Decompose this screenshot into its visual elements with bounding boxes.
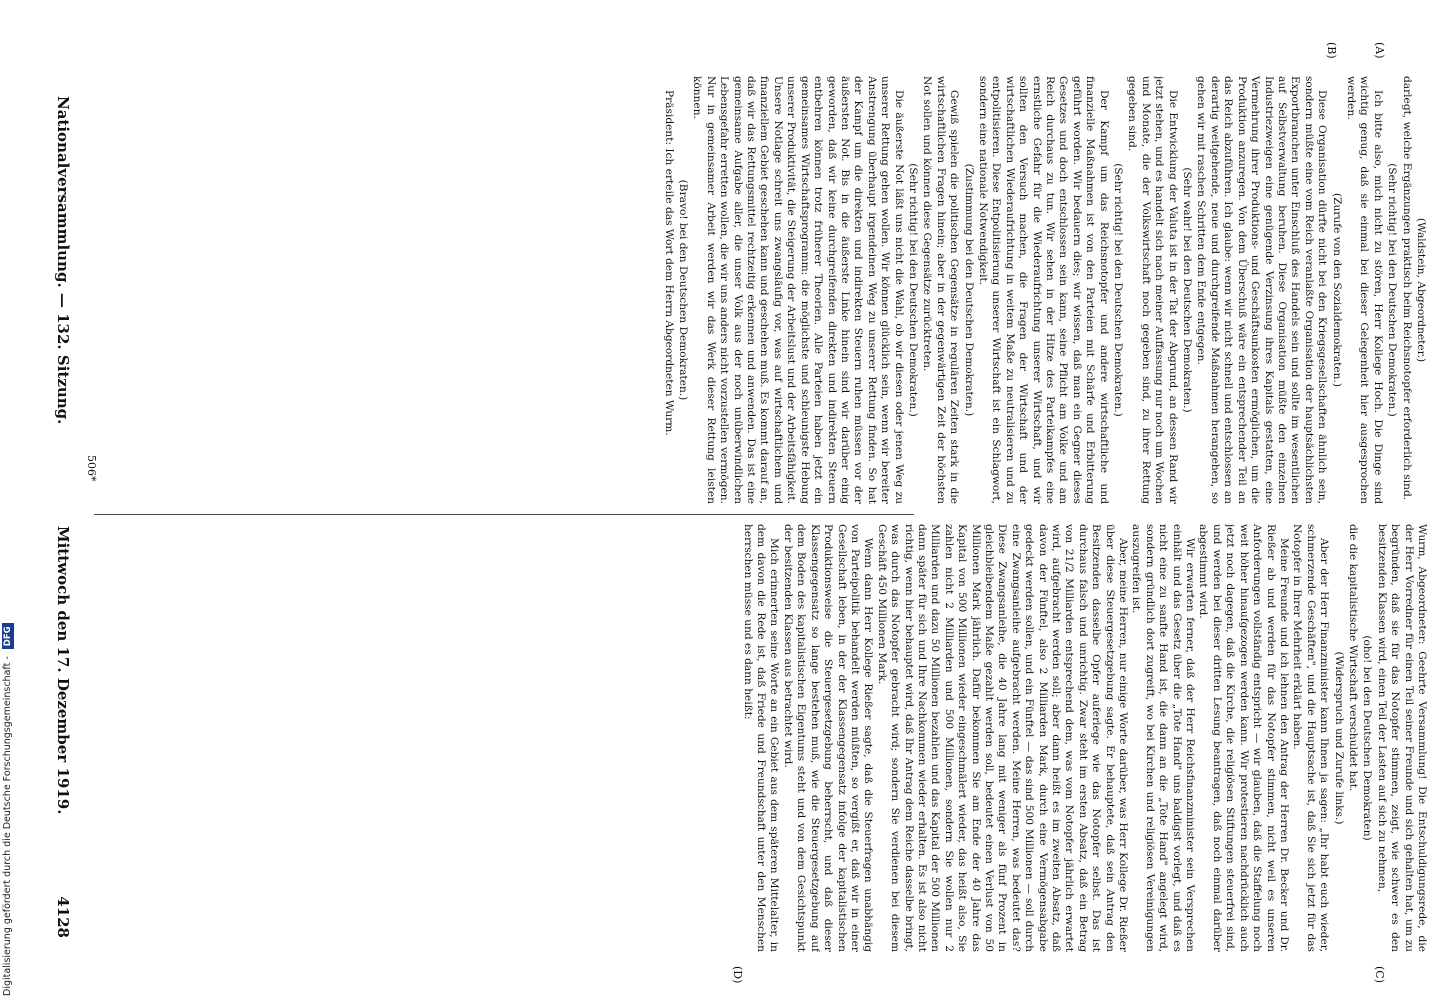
column-divider [94, 514, 914, 515]
dfg-logo: DFG [2, 623, 14, 649]
parenthetical-note: (Widerspruch und Zurufe links.) [1332, 651, 1345, 825]
header-page-number: 4128 [54, 896, 72, 938]
paragraph: Die äußerste Not läßt uns nicht die Wahl, ob wir diesen oder jenen Weg zu unserer Rettung gehen wollen. Wir können glücklich sein, wenn wir bereiter Anstrengung überhaupt irgendeinen Weg zu unserer Rettung finden. So hat der Kampf um die direkten und indirekten Steuern ruhen müssen vor der äußersten Not. Bis in die äußerste Linke hinein sind wir darüber einig geworden, daß wir keine durchgreifenden direkten und indirekten Steuern entbehren können trotz früherer Theorien. Alle Parteien haben jetzt ein gemeinsames Wirtschaftsprogramm: die möglichste und schleunigste Hebung unserer Produktivität, die Steigerung der Arbeitslust und der Arbeitsfähigkeit. Unsere Notlage schreit uns zwangsläufig vor, was auf wirtschaftlichem und finanziellem Gebiet geschehen kann und geschehen muß. Es kommt darauf an, daß wir das Rettungsmittel rechtzeitig erkennen und anwenden. Das ist eine gemeinsame Aufgabe aller, die unser Volk aus der noch unüberwindlichen Lebensgefahr erretten wollen, die wir uns anders nicht vorzustellen vermögen. Nur in gemeinsamer Arbeit werden wir das Werk dieser Rettung leisten können. [691, 76, 905, 504]
paragraph: Ich bitte also, mich nicht zu stören, Herr Kollege Hoch. Die Dinge sind wichtig genug, daß sie einmal bei dieser Gelegenheit hier ausgesprochen werden. [1344, 76, 1384, 504]
paragraph: Gewiß spielen die politischen Gegensätze in regulären Zeiten stark in die wirtschaftlichen Fragen hinein; aber in der gegenwärtigen Zeit der höchsten Not sollen und können diese Gegensätze zurücktreten. [921, 76, 961, 504]
paragraph: Aber der Herr Finanzminister kann Ihnen ja sagen: „Ihr habt euch wieder, schmerzende Geschäften", und die Hauptsache ist, daß Sie sich jetzt für das Notopfer in Ihrer Mehrheit erklärt haben. [1291, 524, 1331, 952]
footer-page-number: 506* [85, 455, 98, 482]
margin-marker-c: (C) [1373, 966, 1386, 983]
paragraph: die die kapitalistische Wirtschaft verschuldet hat. [1346, 524, 1359, 792]
parenthetical-note: (oho! bei den Deutschen Demokraten) [1361, 635, 1374, 841]
paragraph: Wenn dann Herr Kollege Rießer sagte, daß die Steuerfragen unabhängig von Parteipolitik behandelt werden müßten, so vergißt er, daß wir in einer Gesellschaft leben, in der der Klassengegensatz infolge der kapitalistischen Produktionsweise die Steuergesetzgebung beherrscht, und daß dieser Klassengegensatz so lange bestehen muß, wie die Steuergesetzgebung auf dem Boden des kapitalistischen Eigentums steht und von dem Gesichtspunkt der besitzenden Klassen aus betrachtet wird. [781, 524, 875, 952]
margin-marker-a: (A) [1373, 42, 1386, 59]
parenthetical-note: (Waldstein, Abgeordneter.) [1415, 217, 1427, 363]
paragraph: Diese Organisation dürfte nicht bei den Kriegsgesellschaften ähnlich sein, sondern müßte eine vom Reich veranlaßte Organisation der hauptsächlichsten Exportbranchen unter Einschluß des Handels sein und sollte im wesentlichen auf Selbstverwaltung beruhen. Diese Organisation müßte den einzelnen Industriezweigen eine genügende Verzinsung ihres Kapitals gestatten, eine Vermehrung ihrer Produktions- und Geschäftsunkosten ermöglichen, um die Produktion anzuregen. Von dem Überschuß wäre ein entsprechender Teil an das Reich abzuführen. Ich glaube: wenn wir nicht schnell und entschlossen an derartig weitgehende, neue und durchgreifende Maßnahmen herangehen, so gehen wir mit raschen Schritten dem Ende entgegen. [1195, 76, 1329, 504]
margin-marker-d: (D) [731, 966, 744, 984]
parenthetical-note: (Sehr richtig! bei den Deutschen Demokraten.) [1112, 163, 1125, 417]
paragraph: Aber, meine Herren, nur einige Worte darüber, was Herr Kollege Dr. Rießer über diese Steuergesetzgebung sagte. Er behauptete, daß sein Antrag den Besitzenden dasselbe Opfer auferlege wie das Notopfer selbst. Das ist durchaus falsch und unrichtig. Zwar steht im ersten Absatz, daß ein Betrag von 21/2 Milliarden entsprechend dem, was vom Notopfer jährlich erwartet wird, aufgebracht werden soll; aber dann heißt es im zweiten Absatz, daß davon der Fünftel, also 2 Milliarden Mark, durch eine Vermögensabgabe gedeckt werden sollen, und ein Fünftel — das sind 500 Millionen — soll durch eine Zwangsanleihe aufgebracht werden. Meine Herren, was bedeutet das? Diese Zwangsanleihe, die 40 Jahre lang mit weniger als fünf Prozent in gleichbleibendem Maße gezahlt werden soll, bedeutet einen Verlust von 50 Millionen Mark jährlich. Dafür bekommen Sie am Ende der 40 Jahre das Kapital von 500 Millionen wieder eingeschmälert wieder, das heißt also, Sie zahlen nicht 2 Milliarden und 500 Millionen, sondern Sie wollen nur 2 Milliarden und dazu 50 Millionen bezahlen und das Kapital der 500 Millionen dann später für sich und Ihre Nachkommen wieder erhalten. Es ist also nicht richtig, wenn hier behauptet wird, daß Ihr Antrag dem Reiche dasselbe bringt, was durch das Notopfer gebracht wird; sondern Sie verdienen bei diesem Geschäft 450 Millionen Mark. [875, 524, 1130, 952]
paragraph: Der Kampf um das Reichsnotopfer und andere wirtschaftliche und finanzielle Maßnahmen ist von den Parteien mit Schärfe und Erbitterung geführt worden. Wir bedauern dies; wir wissen, daß man ein Gegner dieses Gesetzes und doch entschlossen sein kann, seine Pflicht am Volke und am Reich durchaus zu tun. Wir sehen in der Hitze des Parteikampfes eine ernstliche Gefahr für die Wiederaufrichtung unserer Wirtschaft, und wir sollten den Versuch machen, die Fragen der Wirtschaft und der wirtschaftlichen Wiederaufrichtung in weitem Maße zu neutralisieren und zu entpolitisieren. Diese Entpolitisierung unserer Wirtschaft ist ein Schlagwort, sondern eine nationale Notwendigkeit. [977, 76, 1110, 504]
paragraph: Wurm, Abgeordneter: Geehrte Versammlung! Die Entschuldigungsrede, die der Herr Vorredner für einen Teil seiner Freunde und sich gehalten hat, um zu begründen, daß sie für das Notopfer stimmen, zeigt, wie schwer es den besitzenden Klassen wird, einen Teil der Lasten auf sich zu nehmen, [1375, 524, 1428, 952]
header-title: Nationalversammlung. — 132. Sitzung. [54, 96, 72, 425]
paragraph: Präsident: Ich erteile das Wort dem Herrn Abgeordneten Wurm. [662, 90, 675, 436]
parenthetical-note: (Sehr wahr! bei den Deutschen Demokraten.) [1181, 167, 1194, 413]
paragraph: darlegt, welche Ergänzungen praktisch beim Reichsnotopfer erforderlich sind. [1400, 76, 1413, 501]
parenthetical-note: (Bravo! bei den Deutschen Demokraten.) [677, 179, 690, 401]
right-column [80, 524, 1428, 952]
parenthetical-note: (Zustimmung bei den Deutschen Demokraten.) [962, 163, 975, 417]
parenthetical-note: (Sehr richtig! bei den Deutschen Demokraten.) [906, 163, 919, 417]
parenthetical-note: (Zurufe von den Sozialdemokraten.) [1330, 193, 1343, 387]
parenthetical-note: (Sehr richtig! bei den Deutschen Demokraten.) [1386, 163, 1399, 417]
header-date: Mittwoch den 17. Dezember 1919. [54, 526, 72, 815]
paragraph: Wir erwarten ferner, daß der Herr Reichsfinanzminister sein Versprechen einhält und das Gesetz über die „Tote Hand" uns baldigst vorlegt, und daß es nicht eine zu sanfte Hand ist, die dann an die „Tote Hand" angelegt wird, sondern gründlich dort zugreift, wo bei Kirchen und religiösen Vereinigungen auszugreifen ist. [1130, 524, 1197, 952]
page-header [50, 78, 72, 938]
margin-marker-b: (B) [1325, 42, 1338, 59]
left-column [80, 76, 1428, 504]
credit-text: Digitalisierung gefördert durch die Deutsche Forschungsgemeinschaft - [2, 656, 13, 996]
paragraph: Die Entwicklung der Valuta ist in der Tat der Abgrund, an dessen Rand wir jetzt stehen, und es handelt sich nach meiner Auffassung nur noch um Wochen und Monate, die der Volkswirtschaft noch gegeben sind, zu ihrer Rettung gegeben sind. [1126, 76, 1179, 504]
paragraph: Mich erinnerten seine Worte an ein Gebiet aus dem späteren Mittelalter, in dem davon die Rede ist, daß Friede und Freundschaft unter den Menschen herrschen müsse und es dann heißt: [741, 524, 781, 952]
paragraph: Meine Freunde und ich lehnen den Antrag der Herren Dr. Becker und Dr. Rießer ab und werden für das Notopfer stimmen, nicht weil es unseren Anforderungen vollständig entspricht — wir glauben, daß die Staffelung noch weit höher hinaufgezogen werden kann. Wir protestieren nachdrücklich auch jetzt noch dagegen, daß die Kirche, die religiösen Stiftungen steuerfrei sind, und werden bei dieser dritten Lesung beantragen, daß noch einmal darüber abgestimmt wird. [1197, 524, 1290, 952]
